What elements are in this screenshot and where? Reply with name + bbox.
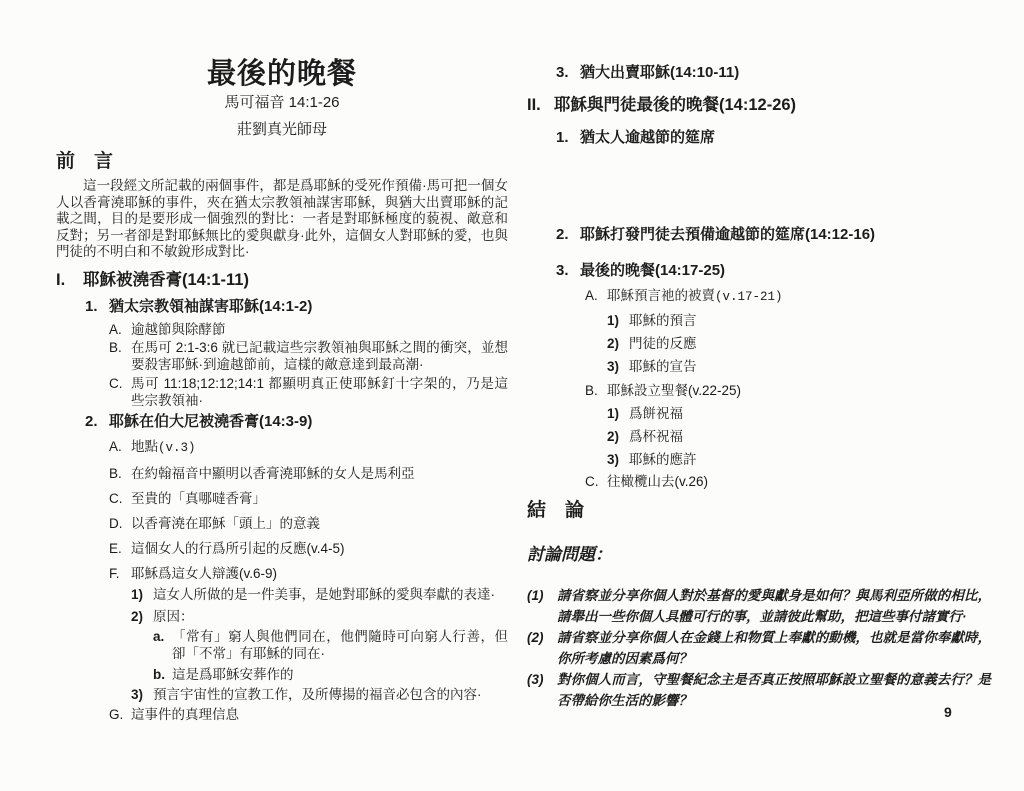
outline-text <box>607 287 991 306</box>
outline-text: 爲餅祝福 <box>629 406 683 421</box>
outline-item-I <box>56 270 508 290</box>
outline-item <box>527 451 991 468</box>
outline-marker: 2) <box>607 336 620 351</box>
outline-marker: G. <box>109 706 124 722</box>
outline-item <box>56 586 508 603</box>
outline-text: 猶大出賣耶穌(14:10-11) <box>580 64 740 81</box>
outline-text: 耶穌設立聖餐(v.22-25) <box>607 383 742 398</box>
outline-item <box>56 297 508 316</box>
outline-text: 這事件的真理信息 <box>131 706 239 722</box>
outline-marker: 2) <box>131 608 144 624</box>
outline-marker: 1) <box>607 313 620 328</box>
outline-text: 在馬可 2:1-3:6 就已記載這些宗教領袖與耶穌之間的衝突，並想要殺害耶穌·到逾越節前，這樣的敵意達到最高潮· <box>131 339 508 372</box>
intro-heading: 前 言 <box>56 151 114 172</box>
outline-marker: B. <box>585 383 598 398</box>
outline-marker: 2) <box>607 429 620 444</box>
document-title: 最後的晚餐 <box>206 58 357 90</box>
outline-text: 預言宇宙性的宣教工作，及所傳揚的福音必包含的內容· <box>153 686 482 702</box>
outline-text: 以香膏澆在耶穌「頭上」的意義 <box>131 515 320 531</box>
outline-marker: F. <box>109 565 120 581</box>
outline-item <box>527 312 991 329</box>
outline-marker: II. <box>527 96 541 114</box>
outline-text: 耶穌與門徒最後的晚餐(14:12-26) <box>554 96 797 114</box>
intro-paragraph: 這一段經文所記載的兩個事件，都是爲耶穌的受死作預備·馬可把一個女人以香膏澆耶穌的事件，夾在猶太宗教領袖謀害耶穌，與猶大出賣耶穌的記載之間，目的是要形成一個強烈的對比：一者是對耶穌極度的藐視、敵意和反對；另一者卻是對耶穌無比的愛與獻身·此外，這個女人對耶穌的愛，也與門徒的不明白和不敏銳形成對比· <box>56 178 508 260</box>
outline-item <box>56 412 508 431</box>
outline-text: 這是爲耶穌安葬作的 <box>172 666 294 682</box>
document-header <box>56 58 508 139</box>
outline-item <box>56 628 508 662</box>
outline-marker: 3) <box>131 686 144 702</box>
outline-item <box>527 261 991 280</box>
left-column <box>56 58 508 723</box>
author-name: 莊劉真光師母 <box>236 121 327 138</box>
outline-item <box>527 128 991 147</box>
outline-marker: E. <box>109 540 122 556</box>
outline-marker: 3) <box>607 359 620 374</box>
outline-marker: 1. <box>556 129 569 146</box>
outline-item <box>527 63 991 82</box>
outline-text <box>131 438 508 457</box>
outline-text: 往橄欖山去(v.26) <box>607 474 709 489</box>
outline-item <box>56 375 508 409</box>
outline-marker: C. <box>109 490 123 506</box>
outline-item <box>56 465 508 482</box>
outline-item <box>56 321 508 338</box>
outline-text: 馬可 11:18;12:12;14:1 都顯明真正使耶穌釘十字架的，乃是這些宗教領袖· <box>131 375 508 408</box>
page-number: 9 <box>944 704 952 720</box>
outline-text: 耶穌打發門徒去預備逾越節的筵席(14:12-16) <box>580 226 876 243</box>
outline-marker: B. <box>109 465 122 481</box>
outline-item <box>56 706 508 723</box>
outline-text: 這個女人的行爲所引起的反應(v.4-5) <box>131 540 345 556</box>
outline-marker: b. <box>153 666 165 682</box>
question-text: 請省察並分享你個人對於基督的愛與獻身是如何？與馬利亞所做的相比，請舉出一些你個人具體可行的事，並請彼此幫助，把這些事付諸實行· <box>557 588 991 624</box>
discussion-question <box>527 585 991 627</box>
outline-marker: 1) <box>131 586 144 602</box>
outline-text: 逾越節與除酵節 <box>131 321 226 337</box>
outline-text: 耶穌爲這女人辯護(v.6-9) <box>131 565 278 581</box>
outline-item <box>527 358 991 375</box>
outline-marker: 2. <box>556 226 569 243</box>
outline-marker: D. <box>109 515 123 531</box>
outline-text: 耶穌的預言 <box>629 313 697 328</box>
question-marker: (2) <box>527 630 544 645</box>
discussion-question <box>527 627 991 669</box>
outline-marker: 1. <box>85 297 98 315</box>
scripture-reference: 馬可福音 14:1-26 <box>224 94 340 111</box>
outline-marker: A. <box>585 288 598 303</box>
outline-text: 耶穌的宣告 <box>629 359 697 374</box>
outline-marker: 3. <box>556 262 569 279</box>
outline-text: 耶穌的應許 <box>629 452 697 467</box>
outline-marker: I. <box>56 270 66 289</box>
outline-item <box>56 515 508 532</box>
question-text: 請省察並分享你個人在金錢上和物質上奉獻的動機，也就是當你奉獻時，你所考慮的因素爲何？ <box>557 630 991 666</box>
outline-text: 門徒的反應 <box>629 336 697 351</box>
outline-item <box>527 335 991 352</box>
outline-text: 「常有」窮人與他們同在，他們隨時可向窮人行善，但卻「不常」有耶穌的同在· <box>172 628 508 661</box>
discussion-questions-heading: 討論問題： <box>527 545 612 564</box>
outline-marker: B. <box>109 339 122 355</box>
outline-item <box>527 225 991 244</box>
outline-text: 耶穌被澆香膏(14:1-11) <box>83 270 249 289</box>
discussion-questions <box>527 585 991 711</box>
outline-text: 這女人所做的是一件美事，是她對耶穌的愛與奉獻的表達· <box>153 586 495 602</box>
outline-text: 至貴的「真哪噠香膏」 <box>131 490 266 506</box>
outline-text: 原因： <box>153 608 194 624</box>
outline-item <box>56 540 508 557</box>
outline-item-II <box>527 95 991 115</box>
discussion-question <box>527 669 991 711</box>
outline-text: 猶太人逾越節的筵席 <box>580 129 716 146</box>
outline-item <box>56 608 508 625</box>
right-column <box>527 63 991 711</box>
question-marker: (3) <box>527 672 544 687</box>
outline-marker: A. <box>109 438 122 454</box>
outline-text: 最後的晚餐(14:17-25) <box>580 262 726 279</box>
outline-text: 爲杯祝福 <box>629 429 683 444</box>
conclusion-heading: 結 論 <box>527 500 585 521</box>
outline-marker: a. <box>153 628 165 644</box>
outline-marker: C. <box>109 375 123 391</box>
outline-text-main: 地點 <box>131 438 158 454</box>
outline-text: 猶太宗教領袖謀害耶穌(14:1-2) <box>109 297 313 315</box>
outline-item <box>56 686 508 703</box>
outline-item <box>56 490 508 507</box>
outline-item <box>527 428 991 445</box>
outline-marker: 3. <box>556 64 569 81</box>
question-marker: (1) <box>527 588 544 603</box>
outline-item <box>527 287 991 306</box>
outline-text: 耶穌在伯大尼被澆香膏(14:3-9) <box>109 412 313 430</box>
outline-marker: 3) <box>607 452 620 467</box>
outline-marker: C. <box>585 474 599 489</box>
outline-item <box>56 666 508 683</box>
outline-item <box>527 405 991 422</box>
outline-marker: 1) <box>607 406 620 421</box>
outline-item <box>527 382 991 399</box>
outline-item <box>56 565 508 582</box>
outline-marker: A. <box>109 321 122 337</box>
outline-text-main: 耶穌預言祂的被賣 <box>607 288 715 303</box>
question-text: 對你個人而言，守聖餐紀念主是否真正按照耶穌設立聖餐的意義去行？是否帶給你生活的影響？ <box>557 672 991 708</box>
verse-reference: (v.3) <box>158 440 196 455</box>
verse-reference: (v.17-21) <box>715 290 783 304</box>
outline-item <box>56 339 508 373</box>
outline-marker: 2. <box>85 412 98 430</box>
outline-item <box>56 438 508 457</box>
outline-text: 在約翰福音中顯明以香膏澆耶穌的女人是馬利亞 <box>131 465 415 481</box>
outline-item <box>527 473 991 490</box>
